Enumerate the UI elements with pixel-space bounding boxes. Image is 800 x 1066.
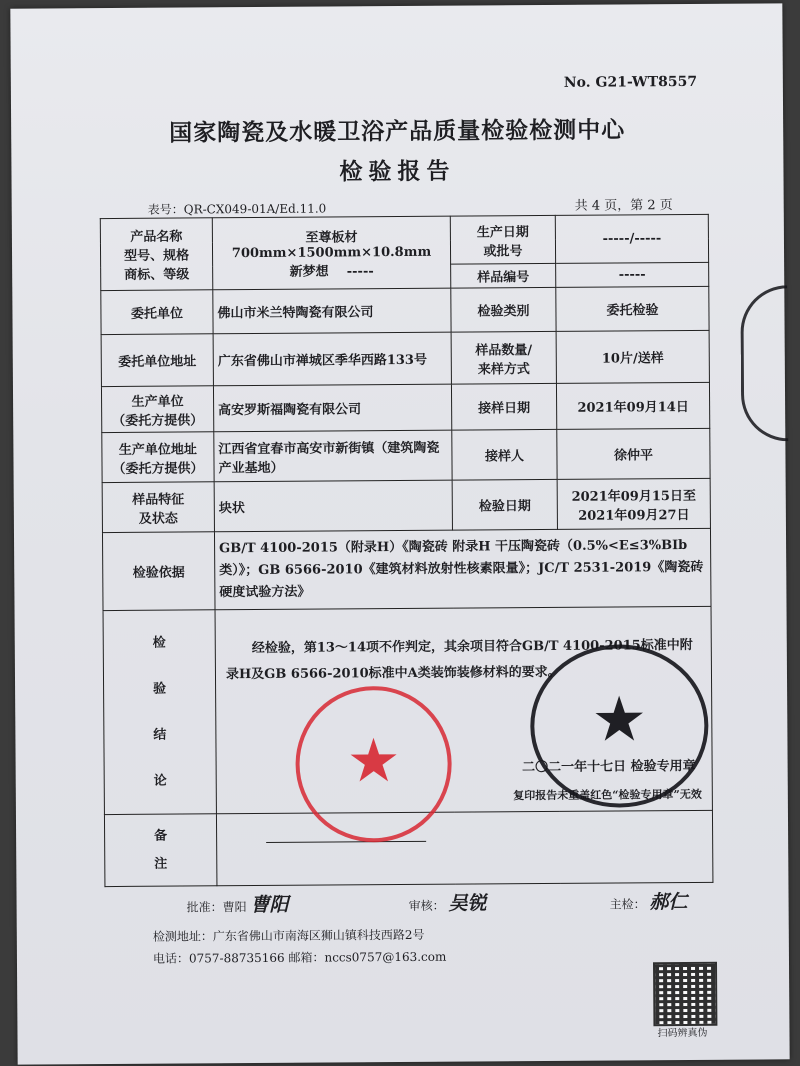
client-value: 佛山市米兰特陶瓷有限公司	[213, 288, 451, 334]
conclusion-stamp-text: 检验专用章	[630, 758, 696, 775]
review-label: 审核：	[408, 898, 445, 913]
product-values	[212, 216, 450, 290]
receive-date-label: 接样日期	[451, 383, 556, 430]
remark-value	[216, 810, 712, 885]
main-inspector-label: 主检：	[609, 897, 646, 912]
report-sheet	[10, 3, 789, 1064]
conclusion-label-char-1: 检	[152, 635, 166, 651]
seal-star-icon: ★	[346, 726, 401, 797]
receive-date-value: 2021年09月14日	[556, 382, 709, 429]
client-address-value: 广东省佛山市禅城区季华西路133号	[213, 332, 451, 386]
conclusion-label	[103, 610, 216, 815]
remark-label	[104, 814, 216, 887]
qr-caption: 扫码辨真伪	[657, 1027, 708, 1040]
client-label: 委托单位	[101, 290, 213, 335]
receiver-label: 接样人	[452, 429, 557, 480]
sample-quantity-label: 样品数量/ 来样方式	[451, 331, 556, 384]
producer-value: 高安罗斯福陶瓷有限公司	[213, 384, 451, 432]
form-number: 表号：QR-CX049-01A/Ed.11.0	[147, 201, 327, 217]
inspection-type-label: 检验类别	[451, 287, 556, 332]
production-date-value: -----/-----	[555, 214, 708, 263]
product-name-label: 产品名称	[130, 229, 183, 245]
test-address: 检测地址：广东省佛山市南海区狮山镇科技西路2号	[152, 927, 425, 944]
sample-number-value: -----	[556, 262, 709, 287]
qr-code-icon[interactable]	[653, 962, 717, 1026]
basis-label: 检验依据	[102, 532, 215, 611]
production-date-label: 生产日期 或批号	[450, 215, 555, 264]
product-grade-value: -----	[346, 264, 374, 280]
client-address-label: 委托单位地址	[101, 334, 213, 387]
sample-quantity-value: 10片/送样	[556, 330, 709, 383]
conclusion-label-char-3: 结	[153, 727, 167, 743]
approve-block	[186, 890, 288, 918]
document-number: No. G21-WT8557	[563, 73, 698, 91]
product-spec-value: 700mm×1500mm×10.8mm	[231, 244, 432, 262]
partial-edge-stamp	[740, 285, 788, 441]
conclusion-label-char-4: 论	[153, 773, 167, 789]
review-block	[408, 888, 486, 916]
review-signature: 吴锐	[448, 892, 487, 915]
producer-address-label: 生产单位地址 （委托方提供）	[102, 432, 214, 483]
report-title: 检验报告	[339, 157, 456, 186]
conclusion-date: 二〇二一年十七日	[522, 759, 627, 776]
copy-invalid-note: 复印报告未重盖红色“检验专用章”无效	[513, 787, 702, 803]
receiver-value: 徐仲平	[557, 428, 710, 479]
sample-feature-label: 样品特征 及状态	[102, 482, 214, 533]
main-inspector-signature: 郝仁	[649, 891, 688, 914]
product-brand-grade-value	[217, 260, 446, 281]
product-labels	[100, 218, 212, 291]
approve-label: 批准：曹阳	[186, 900, 247, 915]
main-inspector-block	[609, 887, 687, 915]
inspection-date-label: 检验日期	[452, 479, 557, 530]
approve-signature: 曹阳	[250, 893, 289, 917]
model-spec-label: 型号、规格	[123, 248, 190, 264]
conclusion-text: 经检验，第13～14项不作判定，其余项目符合GB/T 4100-2015标准中附录H及GB 6566-2010标准中A类装饰装修材料的要求。	[225, 637, 693, 683]
remark-label-char-1: 备	[154, 828, 168, 844]
brand-grade-label: 商标、等级	[124, 267, 190, 283]
contact-info: 电话：0757-88735166 邮箱：nccs0757@163.com	[152, 949, 447, 966]
sample-number-label: 样品编号	[451, 263, 556, 288]
inspection-center-seal	[530, 644, 709, 808]
product-name-value: 至尊板材	[305, 230, 358, 246]
seal-star-icon: ★	[591, 682, 648, 756]
inspection-type-value: 委托检验	[556, 286, 709, 331]
conclusion-label-char-2: 验	[153, 681, 167, 697]
product-brand-value: 新梦想	[289, 264, 329, 280]
page-info: 共 4 页，第 2 页	[574, 198, 673, 214]
report-org-title: 国家陶瓷及水暖卫浴产品质量检验检测中心	[169, 116, 626, 147]
producer-label: 生产单位 （委托方提供）	[101, 386, 213, 433]
remark-label-char-2: 注	[154, 856, 168, 872]
company-red-seal	[295, 686, 452, 843]
basis-value: GB/T 4100-2015（附录H）《陶瓷砖 附录H 干压陶瓷砖（0.5%<E≤3%BIb类）》；GB 6566-2010《建筑材料放射性核素限量》；JC/T 2531-2019《陶瓷砖硬度试验方法》	[214, 528, 711, 609]
producer-address-value: 江西省宜春市高安市新街镇（建筑陶瓷产业基地）	[214, 430, 452, 482]
sample-feature-value: 块状	[214, 480, 452, 532]
inspection-date-value: 2021年09月15日至 2021年09月27日	[557, 478, 710, 529]
